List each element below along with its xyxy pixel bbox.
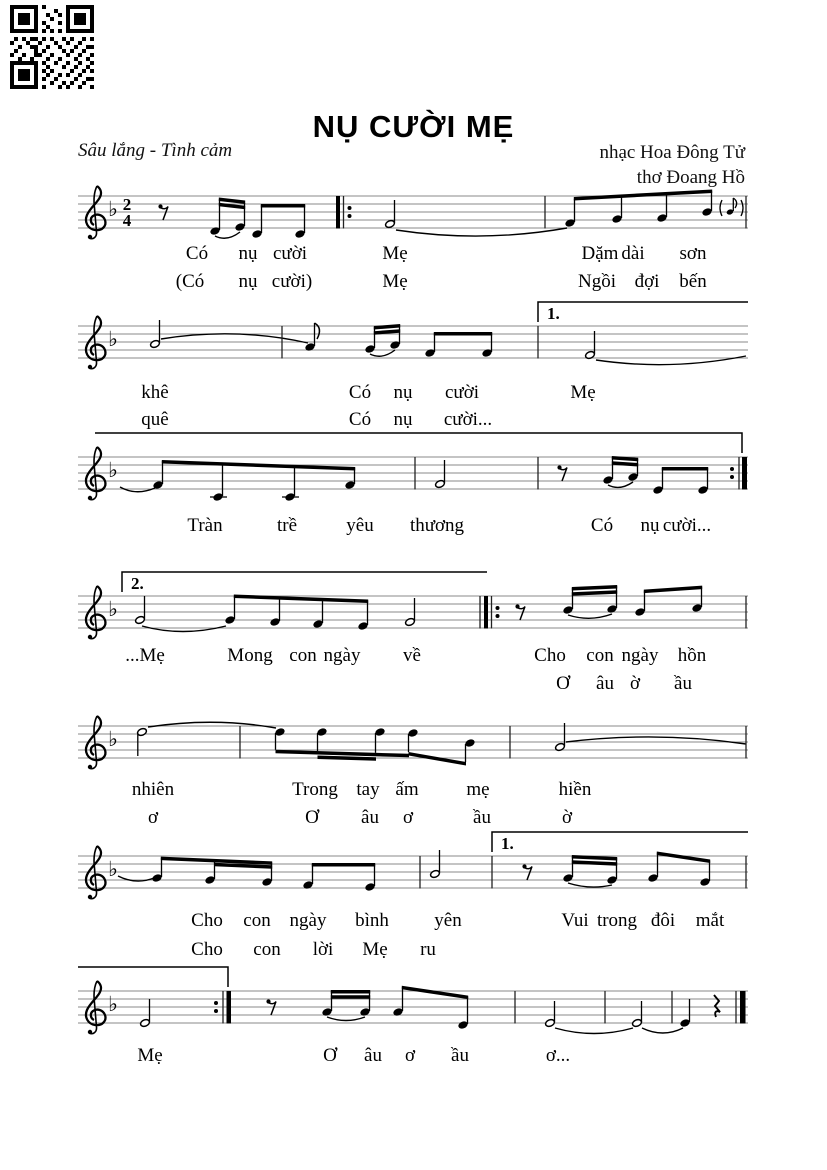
lyric-word: cười...: [662, 515, 712, 536]
flat-sign: ♭: [108, 327, 118, 351]
flat-sign: ♭: [108, 458, 118, 482]
note-group: [385, 200, 567, 236]
lyric-word: âu: [361, 807, 379, 828]
lyric-word: ờ: [629, 673, 641, 694]
lyric-word: âu: [596, 673, 614, 694]
flat-sign: ♭: [108, 597, 118, 621]
cue-note: [720, 198, 743, 216]
lyric-word: Mẹ: [362, 939, 388, 960]
lyric-word: nụ: [393, 382, 413, 403]
lyric-word: cười: [272, 243, 308, 264]
treble-clef-icon: [86, 586, 105, 639]
lyric-word: Có: [590, 515, 614, 536]
note-group: [140, 999, 151, 1028]
lyric-word: Mẹ: [137, 1045, 163, 1066]
lyric-word: Vui: [561, 910, 589, 931]
lyric-word: cười: [444, 382, 480, 403]
lyric-word: Ơ: [305, 807, 319, 828]
note-group: [435, 460, 446, 489]
lyric-word: Có: [348, 409, 372, 430]
note-group: [304, 323, 319, 352]
volta-number: 1.: [501, 834, 514, 853]
note-group: [545, 1001, 633, 1034]
note-group: [555, 723, 746, 752]
lyrics-line: [70, 910, 790, 936]
volta-bracket-1: [538, 302, 748, 322]
note-group: [151, 857, 375, 892]
lyric-word: Mẹ: [382, 271, 408, 292]
lyric-word: Mẹ: [570, 382, 596, 403]
lyric-word: Trong: [292, 779, 338, 800]
lyric-word: Ơ: [556, 673, 570, 694]
volta-bracket-2: [122, 572, 487, 592]
lyric-word: ấm: [395, 779, 419, 800]
lyrics-line: [70, 779, 790, 805]
note-group: [364, 324, 492, 358]
note-group: [562, 852, 710, 888]
treble-clef-icon: [86, 186, 105, 239]
lyric-word: ngày: [323, 645, 361, 666]
lyric-word: Tràn: [187, 515, 223, 536]
lyric-word: Mẹ: [382, 243, 408, 264]
lyric-word: lời: [312, 939, 334, 960]
lyrics-line: [70, 1045, 790, 1071]
lyric-word: con: [243, 910, 271, 931]
lyric-word: ơ: [402, 807, 414, 828]
lyrics-credit: thơ Đoang Hồ: [636, 167, 745, 188]
lyric-word: ờ: [561, 807, 573, 828]
lyrics-line: [70, 515, 790, 541]
lyric-word: mắt: [695, 910, 725, 931]
lyric-word: nụ: [393, 409, 413, 430]
volta-bracket-1-continued: [95, 433, 742, 453]
lyric-word: tay: [356, 779, 380, 800]
lyric-word: nhiên: [131, 779, 175, 800]
treble-clef-icon: [86, 716, 105, 769]
lyric-word: con: [289, 645, 317, 666]
tempo-marking: Sâu lắng - Tình cảm: [78, 140, 233, 161]
quarter-rest: [714, 995, 720, 1017]
flat-sign: ♭: [108, 857, 118, 881]
note-group: [564, 190, 743, 228]
lyric-word: Ngồi: [578, 271, 616, 292]
lyric-word: Mong: [227, 645, 273, 666]
lyrics-line: [70, 382, 790, 408]
volta-number: 1.: [547, 304, 560, 323]
lyric-word: Cho: [191, 939, 223, 960]
qr-code: [10, 5, 94, 89]
lyric-word: Cho: [191, 910, 223, 931]
lyric-word: đợi: [634, 271, 660, 292]
lyric-word: cười): [271, 271, 313, 292]
flat-sign: ♭: [108, 992, 118, 1016]
lyrics-line: [70, 645, 790, 671]
lyric-word: nụ: [238, 243, 258, 264]
music-credit: nhạc Hoa Đông Tử: [599, 142, 745, 163]
lyric-word: ầu: [451, 1045, 469, 1066]
lyric-word: về: [403, 645, 421, 666]
lyric-word: khê: [141, 382, 169, 403]
lyric-word: trề: [276, 515, 298, 536]
note-group: [585, 331, 746, 365]
flat-sign: ♭: [108, 197, 118, 221]
lyric-word: Cho: [534, 645, 566, 666]
lyric-word: ngày: [621, 645, 659, 666]
svg-text:2: 2: [122, 195, 132, 214]
lyric-word: ơ...: [545, 1045, 571, 1066]
note-group: [562, 585, 702, 618]
treble-clef-icon: [86, 316, 105, 369]
lyric-word: Có: [348, 382, 372, 403]
treble-clef-icon: [86, 981, 105, 1034]
lyric-word: dài: [621, 243, 645, 264]
lyric-word: Có: [185, 243, 209, 264]
page-title: NỤ CƯỜI MẸ: [312, 108, 515, 144]
lyric-word: Ơ: [323, 1045, 337, 1066]
volta-bracket-1: [492, 832, 748, 852]
lyric-word: nụ: [238, 271, 258, 292]
lyric-word: ...Mẹ: [125, 645, 165, 666]
lyric-word: yên: [434, 910, 462, 931]
note-group: [274, 727, 475, 765]
lyric-word: ầu: [674, 673, 692, 694]
lyric-word: Dặm: [581, 243, 619, 264]
note-group: [632, 1001, 683, 1033]
volta-number: 2.: [131, 574, 144, 593]
lyric-word: cười...: [443, 409, 493, 430]
lyric-word: trong: [596, 910, 638, 931]
lyric-word: ơ: [404, 1045, 416, 1066]
lyric-word: con: [586, 645, 614, 666]
note-group: [137, 722, 276, 756]
note-group: [679, 999, 690, 1028]
lyric-word: sơn: [679, 243, 707, 264]
lyric-word: bình: [355, 910, 389, 931]
svg-text:4: 4: [122, 211, 132, 230]
lyric-word: âu: [364, 1045, 382, 1066]
lyrics-line: [70, 243, 790, 269]
lyric-word: nụ: [640, 515, 660, 536]
note-group: [135, 595, 369, 632]
treble-clef-icon: [86, 846, 105, 899]
treble-clef-icon: [86, 447, 105, 500]
lyric-word: hồn: [677, 645, 707, 666]
lyric-word: (Có: [175, 271, 205, 292]
lyric-word: bến: [679, 271, 707, 292]
lyric-word: ru: [420, 939, 436, 960]
flat-sign: ♭: [108, 727, 118, 751]
lyric-word: đôi: [650, 910, 676, 931]
lyric-word: quê: [141, 409, 169, 430]
lyric-word: ầu: [473, 807, 491, 828]
time-signature: [123, 195, 132, 230]
lyric-word: yêu: [346, 515, 374, 536]
lyric-word: thương: [409, 515, 465, 536]
lyric-word: hiền: [558, 779, 592, 800]
lyric-word: mẹ: [466, 779, 490, 800]
lyric-word: con: [253, 939, 281, 960]
lyric-word: ơ: [147, 807, 159, 828]
lyric-word: ngày: [289, 910, 327, 931]
